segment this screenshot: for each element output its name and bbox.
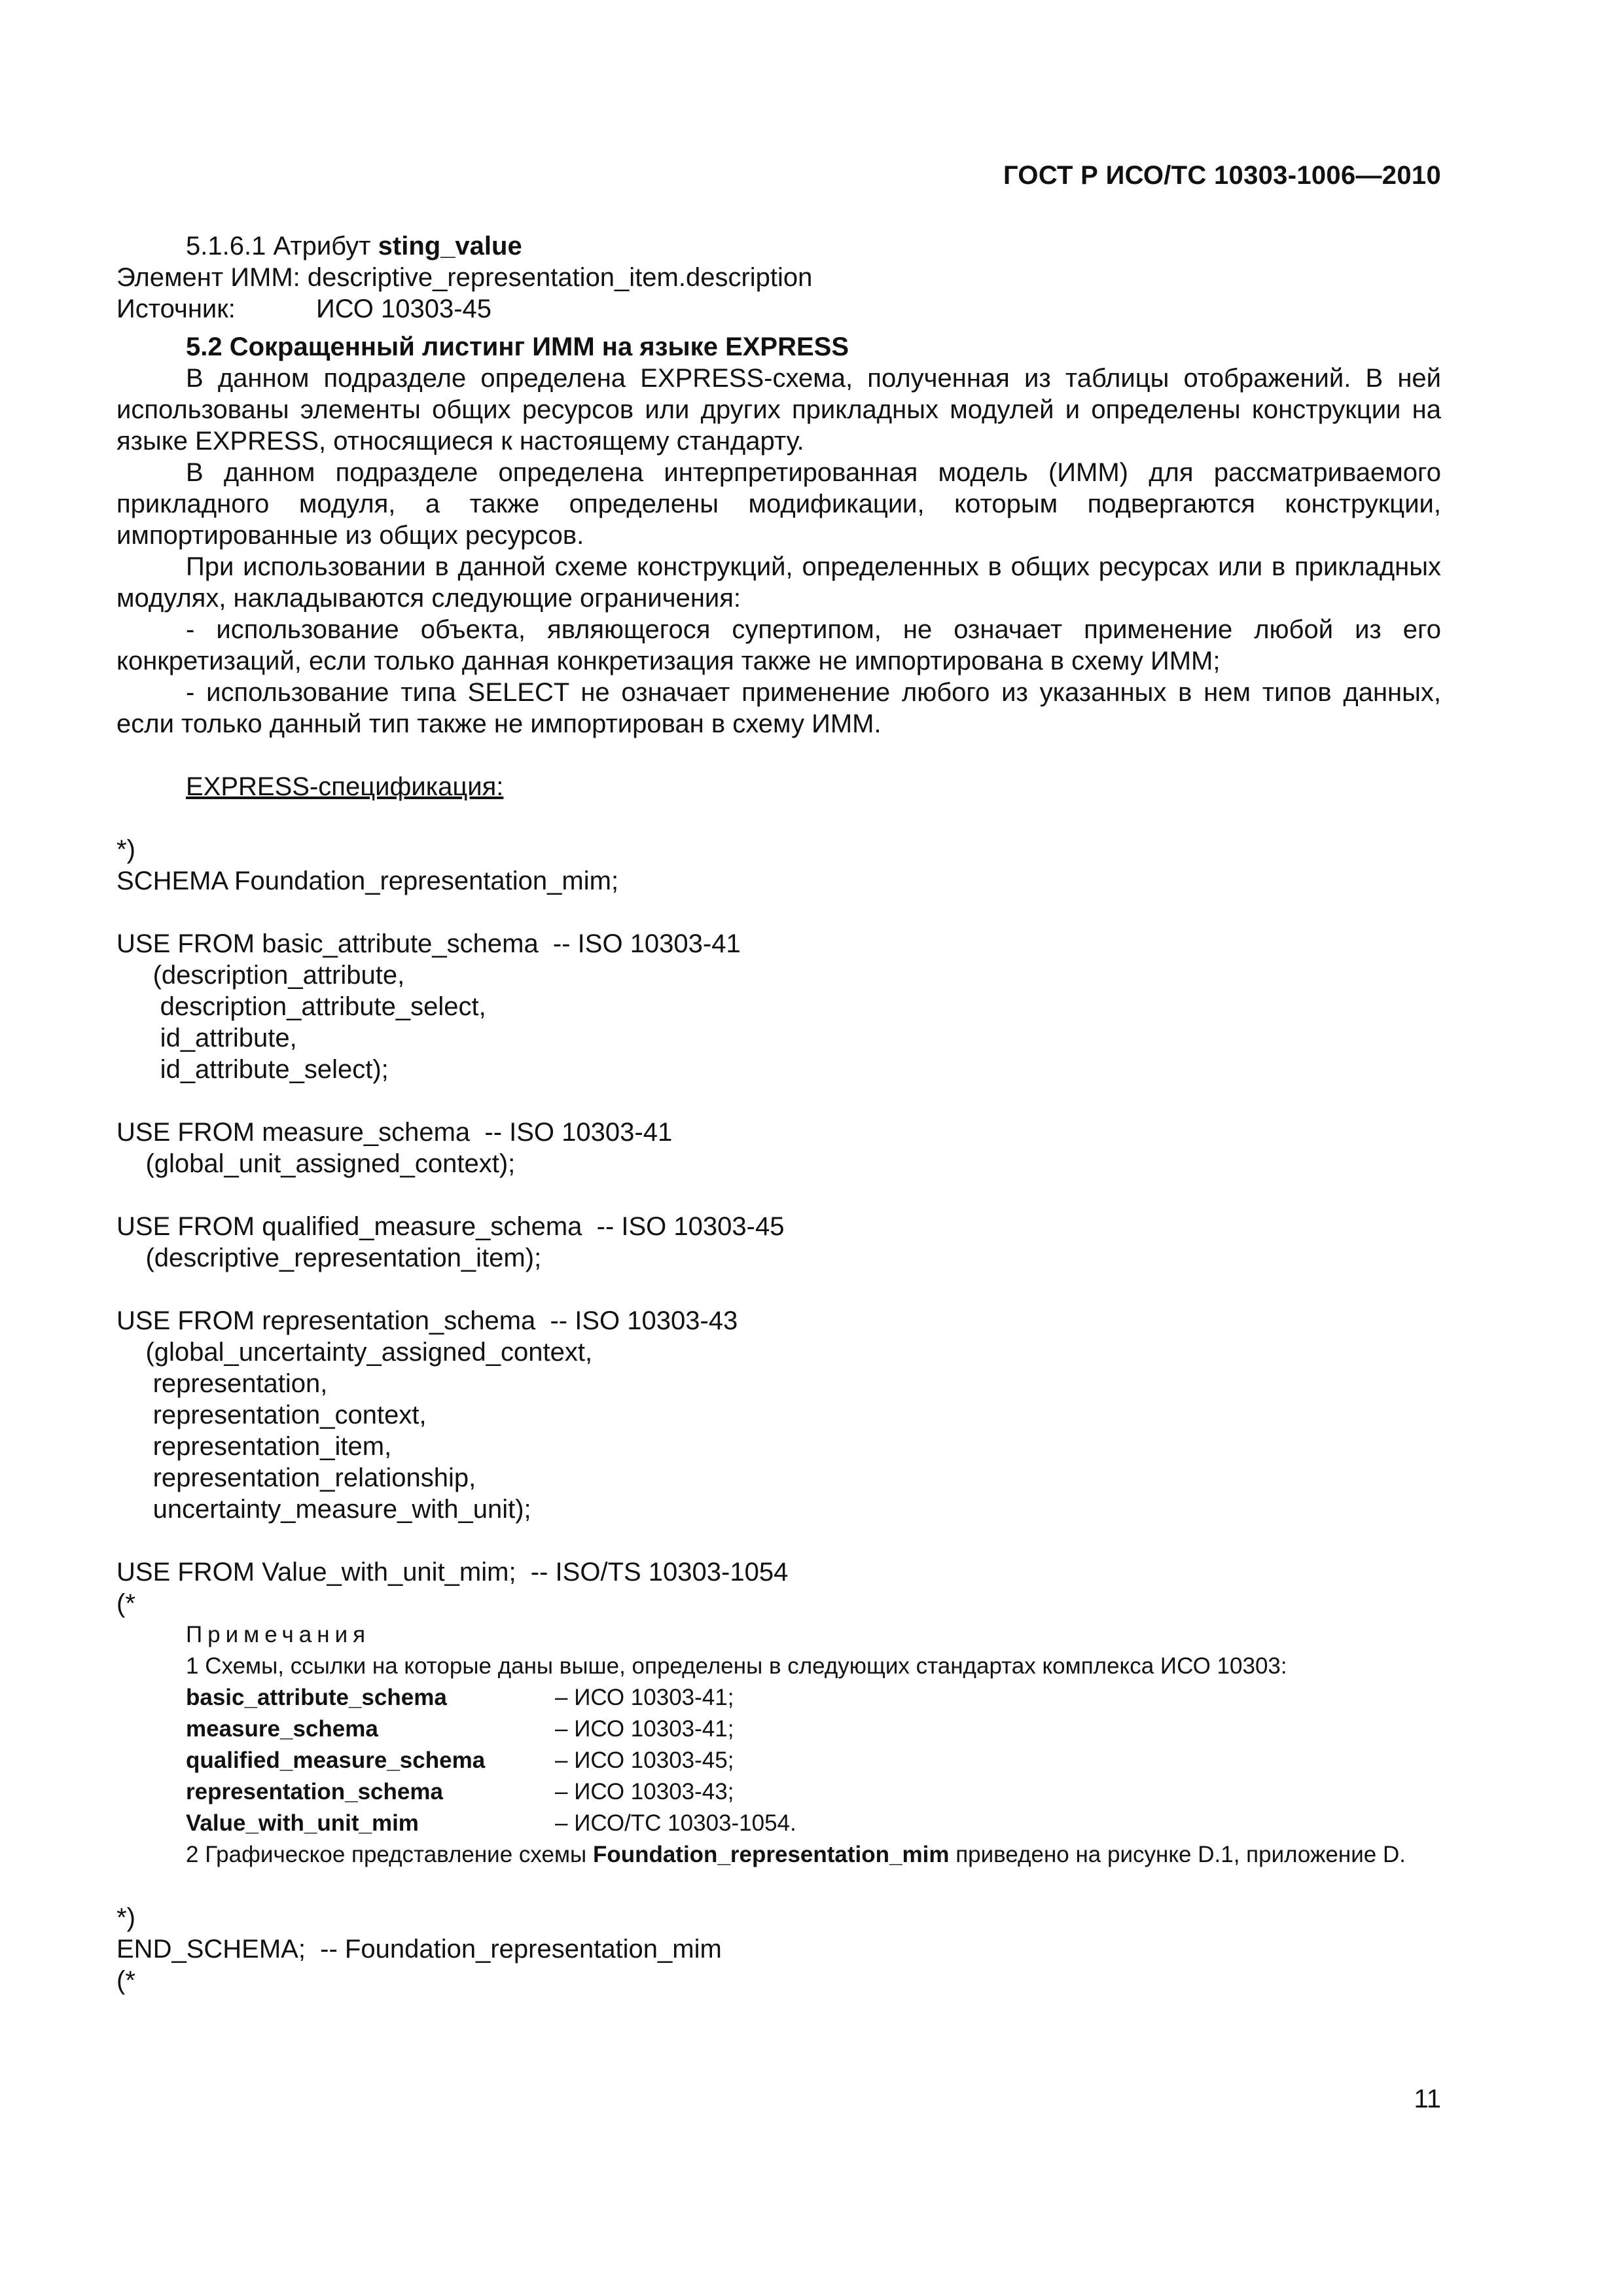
code-line: description_attribute_select,: [116, 992, 486, 1021]
page-number: 11: [1414, 2085, 1441, 2113]
attribute-name: sting_value: [378, 232, 522, 260]
code-line: END_SCHEMA; -- Foundation_representation_mim: [116, 1935, 722, 1964]
code-line: representation_relationship,: [116, 1463, 476, 1492]
schema-reference-row: [116, 1808, 1441, 1839]
source-value: ИСО 10303-45: [316, 295, 492, 323]
code-blank-line: [116, 1274, 1441, 1305]
schema-reference-row: [116, 1713, 1441, 1745]
code-line: USE FROM Value_with_unit_mim; -- ISO/TS 10303-1054: [116, 1558, 789, 1587]
express-code-block: [116, 834, 1441, 1619]
schema-standard-ref: – ИСО/ТС 10303-1054.: [555, 1810, 796, 1836]
source-line: [116, 293, 1441, 325]
section-5-2-heading: 5.2 Сокращенный листинг ИММ на языке EXPRESS: [186, 332, 849, 361]
schema-name: Value_with_unit_mim: [186, 1810, 419, 1836]
code-line: SCHEMA Foundation_representation_mim;: [116, 867, 619, 895]
paragraph-4: - использование объекта, являющегося супертипом, не означает применение любой из его конкретизаций, если только данная конкретизация также не импортирована в схему ИММ;: [116, 615, 1441, 675]
subsection-5-1-6-1-heading: [116, 230, 1441, 262]
note-2-part-c: приведено на рисунке D.1, приложение D.: [955, 1842, 1406, 1867]
express-code-end-block: [116, 1902, 1441, 1996]
paragraph-5: - использование типа SELECT не означает применение любого из указанных в нем типов данных, если только данный тип также не импортирован в схему ИММ.: [116, 678, 1441, 738]
code-blank-line: [116, 897, 1441, 928]
note-2-schema-name: Foundation_representation_mim: [592, 1842, 950, 1867]
schema-name: representation_schema: [186, 1779, 443, 1804]
code-line: representation,: [116, 1369, 328, 1398]
code-blank-line: [116, 1525, 1441, 1556]
schema-name: qualified_measure_schema: [186, 1748, 486, 1773]
schema-name: measure_schema: [186, 1716, 378, 1742]
element-line: Элемент ИММ: descriptive_representation_item.description: [116, 263, 813, 292]
subsection-label: Атрибут: [273, 232, 371, 260]
express-spec-title: EXPRESS-спецификация:: [186, 772, 504, 801]
paragraph-2: В данном подразделе определена интерпретированная модель (ИММ) для рассматриваемого прикладного модуля, а также определены модификации, которым подвергаются конструкции, импортированные из общих ресурсов.: [116, 458, 1441, 550]
code-line: USE FROM qualified_measure_schema -- ISO 10303-45: [116, 1212, 785, 1241]
schema-reference-row: [116, 1776, 1441, 1808]
notes-title: Примечания: [186, 1622, 371, 1647]
note-2-part-a: 2 Графическое представление схемы: [186, 1842, 587, 1867]
schema-standard-ref: – ИСО 10303-41;: [555, 1685, 734, 1710]
note-2: [116, 1839, 1441, 1871]
schema-list: [116, 1682, 1441, 1839]
code-line: uncertainty_measure_with_unit);: [116, 1495, 531, 1524]
notes-block: [116, 1619, 1441, 1871]
page-content: [116, 230, 1441, 1996]
schema-standard-ref: – ИСО 10303-43;: [555, 1779, 734, 1804]
code-line: (*: [116, 1589, 135, 1618]
subsection-number: 5.1.6.1: [186, 232, 266, 260]
code-line: id_attribute_select);: [116, 1055, 389, 1084]
note-1: 1 Схемы, ссылки на которые даны выше, определены в следующих стандартах комплекса ИСО 10303:: [186, 1653, 1287, 1679]
code-line: id_attribute,: [116, 1024, 297, 1052]
code-line: representation_context,: [116, 1401, 427, 1429]
document-page: [116, 0, 1441, 2296]
code-line: USE FROM representation_schema -- ISO 10303-43: [116, 1306, 738, 1335]
paragraph-1: В данном подразделе определена EXPRESS-схема, полученная из таблицы отображений. В ней использованы элементы общих ресурсов или других прикладных модулей и определены конструкции на языке EXPRESS, относящиеся к настоящему стандарту.: [116, 364, 1441, 456]
schema-reference-row: [116, 1682, 1441, 1713]
code-line: representation_item,: [116, 1432, 392, 1461]
paragraph-3: При использовании в данной схеме конструкций, определенных в общих ресурсах или в прикладных модулях, накладываются следующие ограничения:: [116, 552, 1441, 613]
code-line: (description_attribute,: [116, 961, 405, 990]
schema-name: basic_attribute_schema: [186, 1685, 447, 1710]
code-line: USE FROM measure_schema -- ISO 10303-41: [116, 1118, 673, 1147]
schema-standard-ref: – ИСО 10303-45;: [555, 1748, 734, 1773]
schema-reference-row: [116, 1745, 1441, 1776]
source-label: Источник:: [116, 295, 236, 323]
schema-standard-ref: – ИСО 10303-41;: [555, 1716, 734, 1742]
page-header-title: ГОСТ Р ИСО/ТС 10303-1006—2010: [1003, 161, 1441, 190]
code-line: USE FROM basic_attribute_schema -- ISO 10303-41: [116, 929, 741, 958]
code-line: *): [116, 835, 135, 864]
code-blank-line: [116, 1179, 1441, 1211]
code-line: (descriptive_representation_item);: [116, 1244, 542, 1272]
code-line: (global_uncertainty_assigned_context,: [116, 1338, 593, 1367]
code-line: (global_unit_assigned_context);: [116, 1149, 516, 1178]
code-line: *): [116, 1903, 135, 1932]
code-line: (*: [116, 1966, 135, 1995]
code-blank-line: [116, 1085, 1441, 1117]
